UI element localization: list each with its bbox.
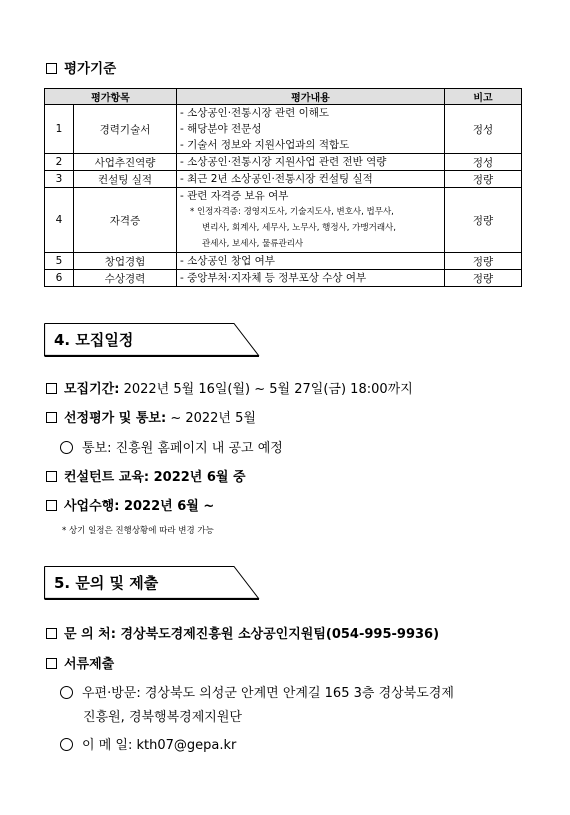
row-content: [177, 171, 445, 188]
section-title: 5. 문의 및 제출: [54, 574, 159, 592]
row-content: [177, 270, 445, 287]
contact-mail-cont: 진흥원, 경북행복경제지원단: [83, 710, 242, 725]
section-heading-contact: [44, 566, 264, 598]
row-number: 3: [45, 171, 74, 188]
row-note: 정성: [445, 154, 522, 171]
schedule-execution: 사업수행: 2022년 6월 ~: [46, 495, 214, 514]
table-row: [45, 253, 522, 270]
row-item: 수상경력: [74, 270, 177, 287]
contact-submit-heading: 서류제출: [46, 653, 114, 672]
row-note: 정량: [445, 188, 522, 253]
row-note: 정량: [445, 171, 522, 188]
table-header-row: [45, 89, 522, 105]
content-line: - 소상공인·전통시장 지원사업 관련 전반 역량: [180, 156, 387, 168]
row-number: 5: [45, 253, 74, 270]
criteria-heading: 평가기준: [46, 57, 116, 77]
section-heading-schedule: [44, 323, 264, 355]
schedule-footnote: * 상기 일정은 진행상황에 따라 변경 가능: [62, 526, 214, 536]
content-line: - 기술서 정보와 지원사업과의 적합도: [180, 139, 350, 151]
row-content: [177, 105, 445, 154]
row-content: [177, 188, 445, 253]
certificate-note: 변리사, 회계사, 세무사, 노무사, 행정사, 가맹거래사,: [202, 223, 396, 233]
schedule-education: 컨설턴트 교육: 2022년 6월 중: [46, 466, 246, 485]
content-line: - 소상공인·전통시장 관련 이해도: [180, 107, 329, 119]
row-number: 2: [45, 154, 74, 171]
schedule-selection: 선정평가 및 통보: ~ 2022년 5월: [46, 407, 256, 426]
header-content: 평가내용: [177, 89, 445, 105]
row-number: 6: [45, 270, 74, 287]
checkbox-square-icon: [46, 63, 57, 74]
row-number: 1: [45, 105, 74, 154]
schedule-notice: 통보: 진흥원 홈페이지 내 공고 예정: [60, 437, 283, 456]
row-note: 정성: [445, 105, 522, 154]
criteria-table: [44, 88, 522, 287]
table-row: [45, 188, 522, 253]
checkbox-square-icon: [46, 383, 57, 394]
row-item: 사업추진역량: [74, 154, 177, 171]
contact-inquiry: 문 의 처: 경상북도경제진흥원 소상공인지원팀(054-995-9936): [46, 623, 439, 642]
contact-mail: 우편·방문: 경상북도 의성군 안계면 안계길 165 3층 경상북도경제: [60, 682, 454, 701]
row-note: 정량: [445, 270, 522, 287]
section-title: 4. 모집일정: [54, 331, 134, 349]
row-item: 창업경험: [74, 253, 177, 270]
table-row: [45, 270, 522, 287]
header-item: 평가항목: [45, 89, 177, 105]
content-line: - 최근 2년 소상공인·전통시장 컨설팅 실적: [180, 173, 373, 185]
row-item: 자격증: [74, 188, 177, 253]
checkbox-square-icon: [46, 628, 57, 639]
header-note: 비고: [445, 89, 522, 105]
table-row: [45, 154, 522, 171]
table-row: [45, 105, 522, 154]
schedule-period: 모집기간: 2022년 5월 16일(월) ~ 5월 27일(금) 18:00까지: [46, 378, 413, 397]
row-number: 4: [45, 188, 74, 253]
content-line: - 소상공인 창업 여부: [180, 255, 275, 267]
row-content: [177, 253, 445, 270]
row-item: 경력기술서: [74, 105, 177, 154]
row-note: 정량: [445, 253, 522, 270]
table-row: [45, 171, 522, 188]
checkbox-square-icon: [46, 471, 57, 482]
content-line: - 중앙부처·지자체 등 정부포상 수상 여부: [180, 272, 367, 284]
circle-bullet-icon: [60, 738, 73, 751]
checkbox-square-icon: [46, 658, 57, 669]
checkbox-square-icon: [46, 412, 57, 423]
row-item: 컨설팅 실적: [74, 171, 177, 188]
circle-bullet-icon: [60, 686, 73, 699]
content-line: - 해당분야 전문성: [180, 123, 262, 135]
content-line: - 관련 자격증 보유 여부: [180, 190, 289, 202]
certificate-note: * 인정자격증: 경영지도사, 기술지도사, 변호사, 법무사,: [190, 207, 394, 217]
row-content: [177, 154, 445, 171]
contact-email: 이 메 일: kth07@gepa.kr: [60, 734, 236, 753]
circle-bullet-icon: [60, 441, 73, 454]
checkbox-square-icon: [46, 500, 57, 511]
certificate-note: 관세사, 보세사, 물류관리사: [202, 239, 304, 249]
